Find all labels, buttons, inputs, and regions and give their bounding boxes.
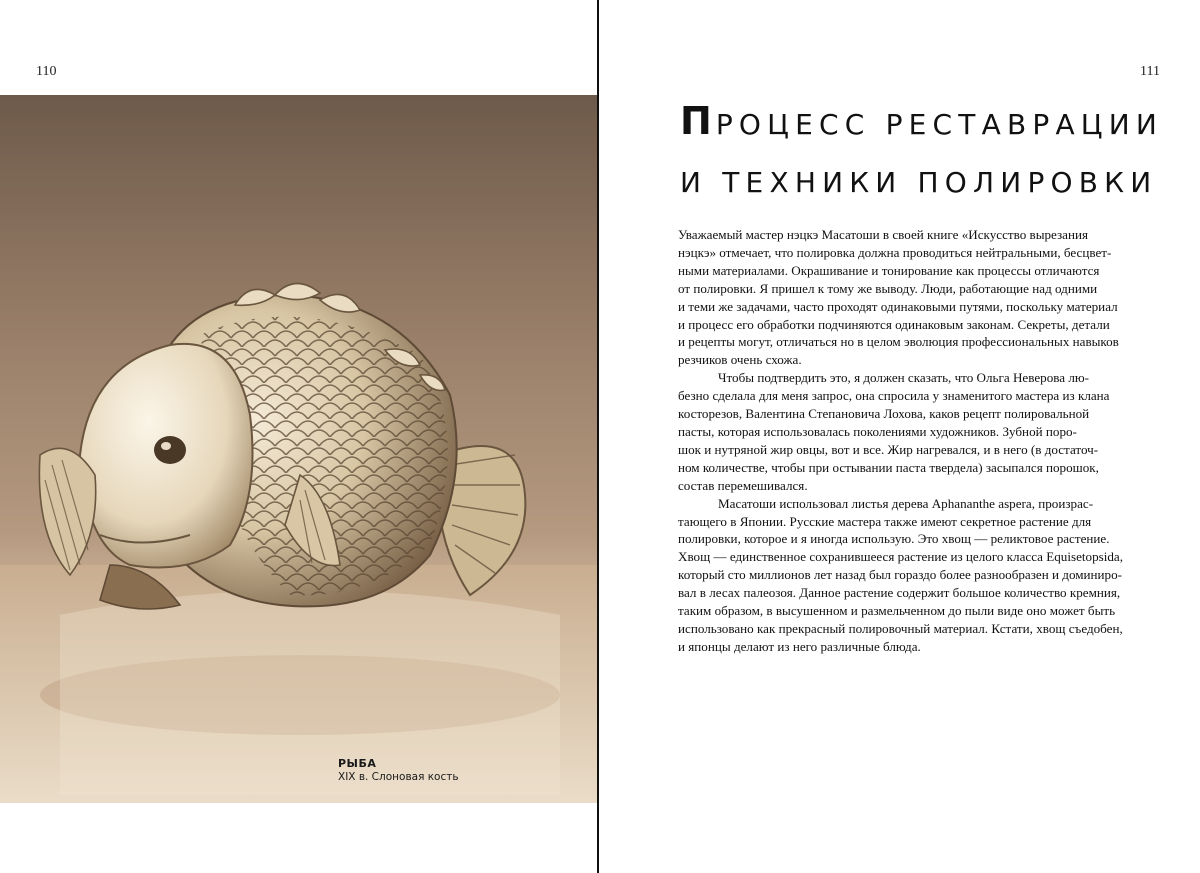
body-line: нэцкэ» отмечает, что полировка должна проводиться нейтральными, бесцвет- <box>678 244 1112 260</box>
body-line: шок и нутряной жир овцы, вот и все. Жир нагревался, и в него (в достаточ- <box>678 441 1099 457</box>
body-line: Уважаемый мастер нэцкэ Масатоши в своей книге «Искусство вырезания <box>678 227 1089 242</box>
photo-caption <box>338 757 459 783</box>
body-line: и рецепты могут, отличаться но в целом эволюция профессиональных навыков <box>678 334 1119 350</box>
chapter-heading <box>680 92 1163 212</box>
body-line: безно сделала для меня запрос, она спросила у знаменитого мастера из клана <box>678 388 1110 404</box>
page-number-left: 110 <box>36 64 57 79</box>
heading-line-1 <box>680 92 1163 154</box>
body-line: состав перемешивался. <box>678 477 808 493</box>
body-line: полировки, которое и я иногда использую. Это хвощ — реликтовое растение. <box>678 531 1110 547</box>
body-line: от полировки. Я пришел к тому же выводу. Люди, работающие над одними <box>678 280 1098 296</box>
body-line: вал в лесах палеозоя. Данное растение содержит большое количество кремния, <box>678 585 1121 601</box>
body-line: тающего в Японии. Русские мастера также имеют секретное растение для <box>678 513 1092 529</box>
right-page <box>599 0 1200 873</box>
body-line: использовано как прекрасный полировочный материал. Кстати, хвощ съедобен, <box>678 620 1123 636</box>
body-line: Чтобы подтвердить это, я должен сказать, что Ольга Неверова лю- <box>718 370 1090 386</box>
caption-title: РЫБА <box>338 757 377 770</box>
body-line: ными материалами. Окрашивание и тонирование как процессы отличаются <box>678 262 1100 278</box>
caption-subtitle: XIX в. Слоновая кость <box>338 771 459 783</box>
body-line: ном количестве, чтобы при остывании паста твердела) засыпался порошок, <box>678 459 1099 475</box>
fish-illustration <box>0 95 598 803</box>
page-number-right: 111 <box>1140 64 1160 79</box>
body-line: который сто миллионов лет назад был гораздо более разнообразен и доминиро- <box>678 567 1122 583</box>
body-line: таким образом, в высушенном и размельченном до пыли виде оно может быть <box>678 603 1116 619</box>
heading-drop-cap: П <box>680 99 716 143</box>
heading-line-2: И ТЕХНИКИ ПОЛИРОВКИ <box>680 166 1158 199</box>
body-text <box>678 226 1170 656</box>
body-line: и теми же задачами, часто проходят одинаковыми путями, поскольку материал <box>678 298 1118 314</box>
netsuke-fish-photo <box>0 95 598 803</box>
left-page <box>0 0 598 873</box>
body-line: и японцы делают из него различные блюда. <box>678 638 921 654</box>
body-line: и процесс его обработки подчиняются одинаковым законам. Секреты, детали <box>678 316 1110 332</box>
body-line: Масатоши использовал листья дерева Aphananthe aspera, произрас- <box>718 495 1094 511</box>
body-line: резчиков очень схожа. <box>678 352 802 368</box>
body-line: косторезов, Валентина Степановича Лохова, каков рецепт полировальной <box>678 406 1090 422</box>
body-line: Хвощ — единственное сохранившееся растение из целого класса Equisetopsida, <box>678 549 1123 565</box>
body-line: пасты, которая использовалась поколениями художников. Зубной поро- <box>678 423 1077 439</box>
heading-line-1-text: РОЦЕСС РЕСТАВРАЦИИ <box>715 108 1164 141</box>
